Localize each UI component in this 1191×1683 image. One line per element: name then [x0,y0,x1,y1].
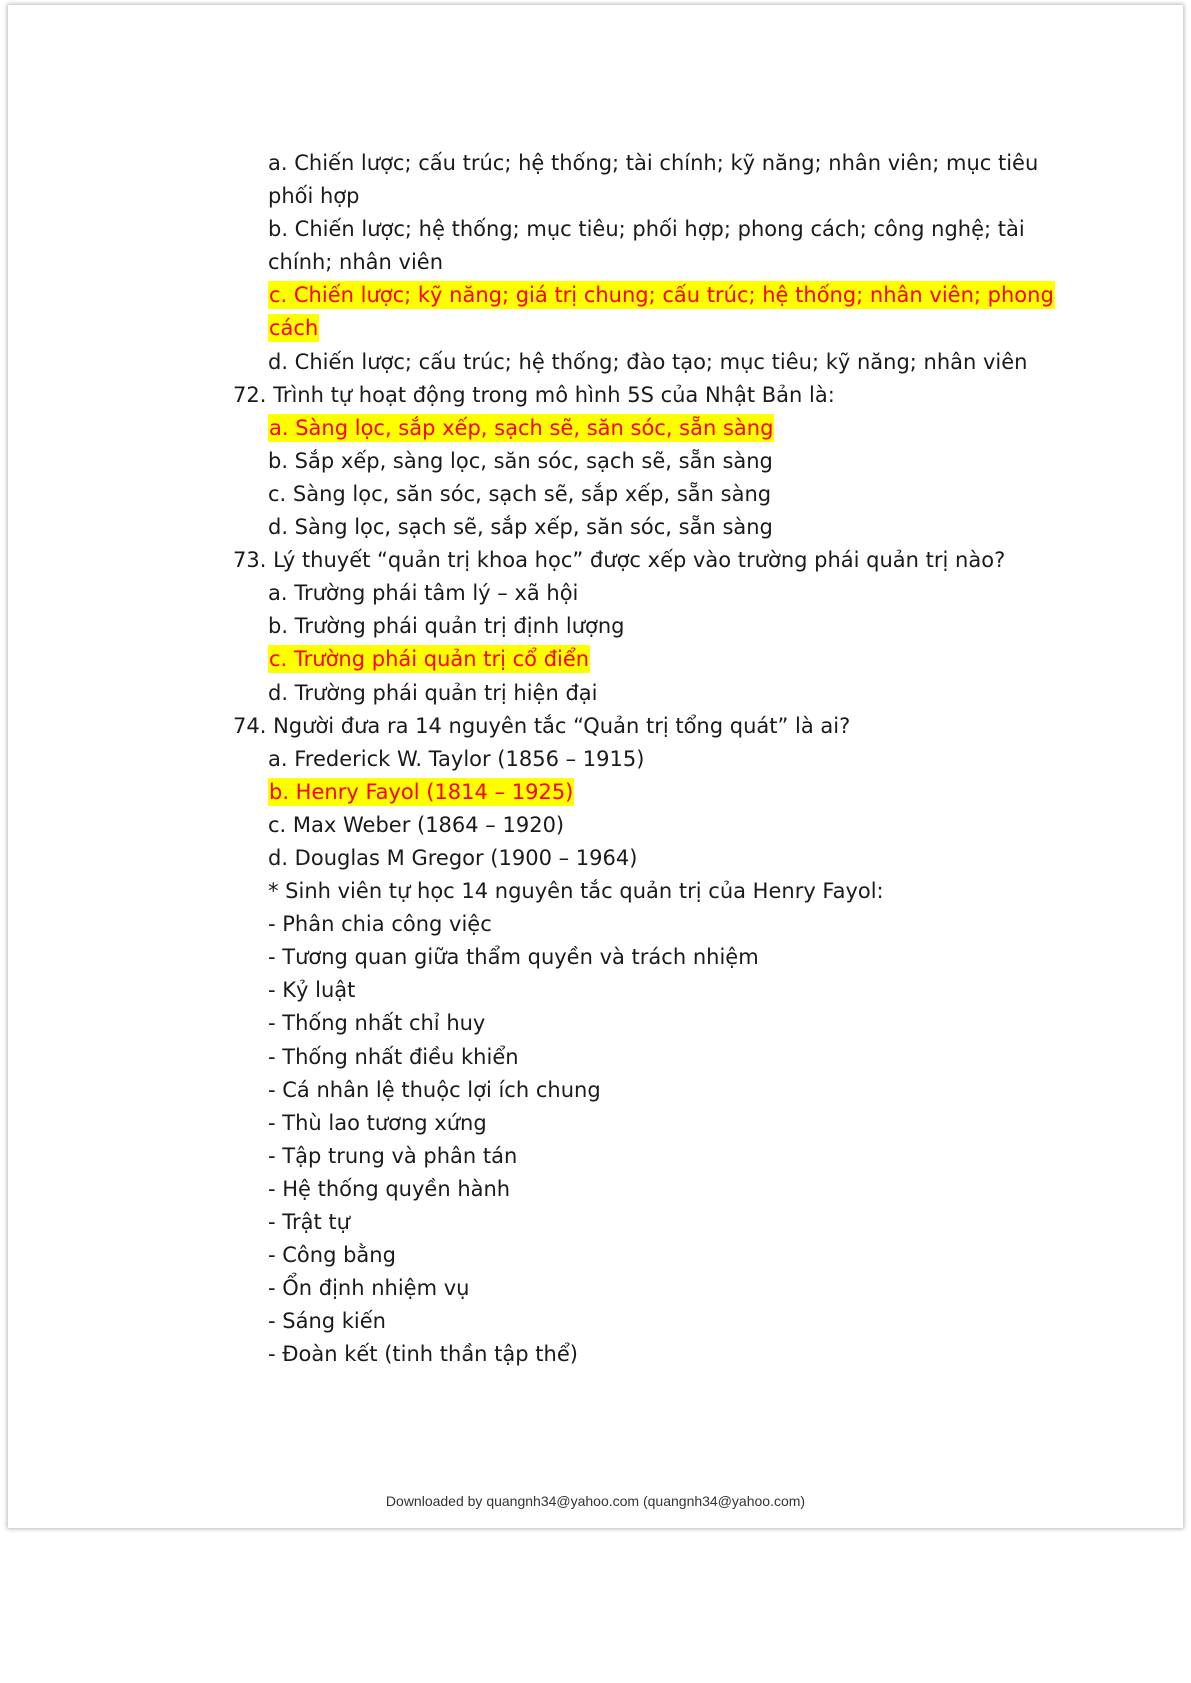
text-line [8,1272,1183,1305]
text-line [8,346,1183,379]
text-line [8,1305,1183,1338]
text-line [8,776,1183,809]
text-line [8,643,1183,676]
text-line [8,478,1183,511]
text-line [8,1173,1183,1206]
footer-text: Downloaded by quangnh34@yahoo.com (quangnh34@yahoo.com) [385,1493,806,1509]
line-text: - Thống nhất điều khiển [268,1044,519,1069]
text-line [8,1074,1183,1107]
line-text: - Tập trung và phân tán [268,1143,518,1168]
line-text: a. Trường phái tâm lý – xã hội [268,581,579,606]
line-text: * Sinh viên tự học 14 nguyên tắc quản trị của Henry Fayol: [268,879,884,904]
line-text: b. Trường phái quản trị định lượng [268,614,625,639]
text-line [8,610,1183,643]
text-line [8,1007,1183,1040]
text-line [8,842,1183,875]
page-content [8,147,1183,1371]
text-line [8,941,1183,974]
text-line [8,1206,1183,1239]
download-footer [8,1493,1183,1509]
text-line [8,974,1183,1007]
highlighted-answer: c. Trường phái quản trị cổ điển [269,647,590,672]
text-line [8,511,1183,544]
line-text: 72. Trình tự hoạt động trong mô hình 5S của Nhật Bản là: [233,382,835,407]
line-text: b. Chiến lược; hệ thống; mục tiêu; phối hợp; phong cách; công nghệ; tài [268,217,1025,242]
text-line [8,908,1183,941]
line-text: - Cá nhân lệ thuộc lợi ích chung [268,1077,601,1102]
line-text: - Kỷ luật [268,978,356,1003]
text-line [8,677,1183,710]
highlighted-answer: a. Sàng lọc, sắp xếp, sạch sẽ, săn sóc, sẵn sàng [269,415,774,440]
highlighted-answer: c. Chiến lược; kỹ năng; giá trị chung; cấu trúc; hệ thống; nhân viên; phong [269,283,1054,308]
line-text: - Đoàn kết (tinh thần tập thể) [268,1342,578,1367]
line-text: - Trật tự [268,1210,350,1234]
line-text: - Phân chia công việc [268,912,492,937]
text-line [8,445,1183,478]
text-line [8,180,1183,213]
text-line [8,147,1183,180]
line-text: - Ổn định nhiệm vụ [268,1276,470,1301]
line-text: a. Frederick W. Taylor (1856 – 1915) [268,746,645,771]
text-line [8,1239,1183,1272]
line-text: d. Chiến lược; cấu trúc; hệ thống; đào tạo; mục tiêu; kỹ năng; nhân viên [268,349,1028,374]
text-line [8,577,1183,610]
text-line [8,213,1183,246]
question-line [8,710,1183,743]
text-line [8,279,1183,312]
line-text: phối hợp [268,184,360,209]
line-text: 74. Người đưa ra 14 nguyên tắc “Quản trị tổng quát” là ai? [233,713,851,738]
text-line [8,809,1183,842]
highlighted-answer: b. Henry Fayol (1814 – 1925) [269,779,574,804]
line-text: 73. Lý thuyết “quản trị khoa học” được xếp vào trường phái quản trị nào? [233,548,1006,573]
line-text: c. Sàng lọc, săn sóc, sạch sẽ, sắp xếp, sẵn sàng [268,481,772,506]
text-line [8,743,1183,776]
text-line [8,1107,1183,1140]
line-text: - Thống nhất chỉ huy [268,1011,486,1036]
text-line [8,1041,1183,1074]
line-text: - Hệ thống quyền hành [268,1176,511,1201]
text-line [8,246,1183,279]
line-text: d. Sàng lọc, sạch sẽ, sắp xếp, săn sóc, sẵn sàng [268,515,773,540]
line-text: c. Max Weber (1864 – 1920) [268,812,565,837]
line-text: d. Trường phái quản trị hiện đại [268,680,598,705]
line-text: a. Chiến lược; cấu trúc; hệ thống; tài chính; kỹ năng; nhân viên; mục tiêu [268,151,1039,175]
document-page [8,5,1183,1528]
question-line [8,544,1183,577]
line-text: chính; nhân viên [268,250,444,275]
line-text: - Tương quan giữa thẩm quyền và trách nhiệm [268,945,759,970]
line-text: - Sáng kiến [268,1309,386,1334]
line-text: b. Sắp xếp, sàng lọc, săn sóc, sạch sẽ, sẵn sàng [268,448,773,473]
line-text: - Thù lao tương xứng [268,1110,487,1135]
text-line [8,1338,1183,1371]
line-text: d. Douglas M Gregor (1900 – 1964) [268,845,638,870]
highlighted-answer: cách [269,316,319,341]
text-line [8,412,1183,445]
question-line [8,379,1183,412]
line-text: - Công bằng [268,1243,396,1268]
text-line [8,875,1183,908]
text-line [8,312,1183,345]
text-line [8,1140,1183,1173]
